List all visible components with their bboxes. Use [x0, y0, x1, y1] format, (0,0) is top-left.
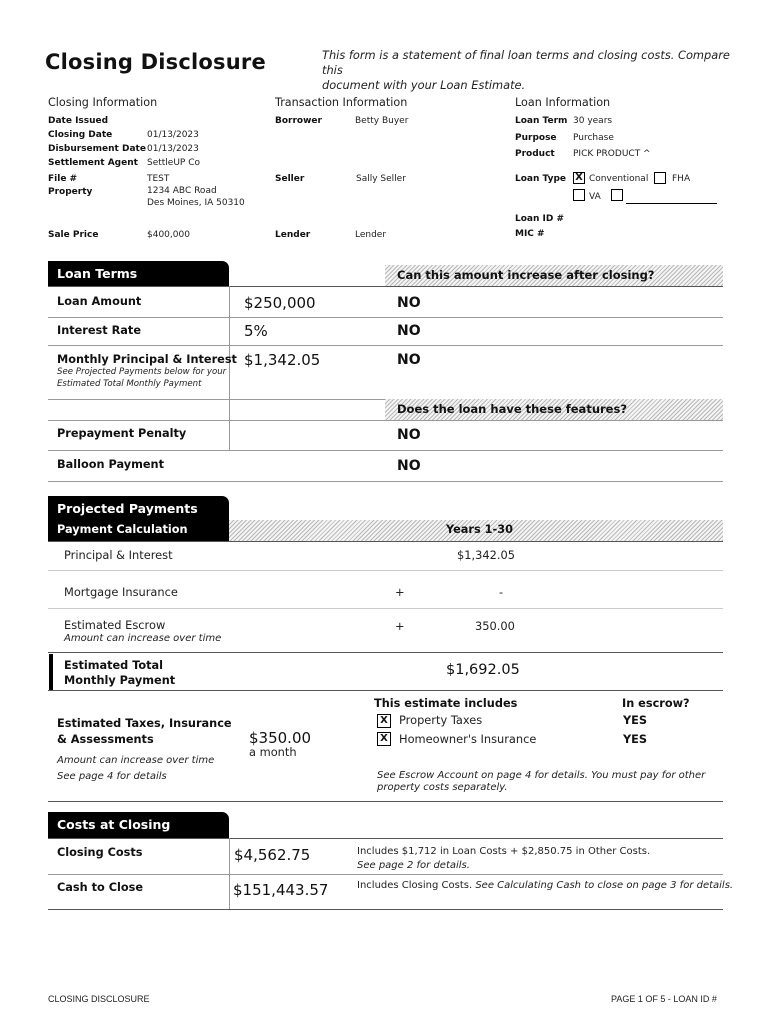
- cash-to-close-value: $151,443.57: [233, 881, 329, 899]
- closing-costs-label: Closing Costs: [57, 846, 143, 859]
- closing-costs-note-line-1: Includes $1,712 in Loan Costs + $2,850.75 in Other Costs.: [357, 846, 651, 857]
- homeowners-insurance-label: Homeowner's Insurance: [399, 732, 537, 746]
- divider: [48, 399, 385, 400]
- divider: [48, 345, 723, 346]
- estimated-total-value: $1,692.05: [446, 662, 520, 678]
- estimated-escrow-value: 350.00: [475, 619, 515, 633]
- taxes-insurance-label: [57, 716, 232, 748]
- loan-amount-increase-answer: NO: [397, 295, 421, 311]
- mi-plus: +: [395, 585, 405, 599]
- escrow-plus: +: [395, 619, 405, 633]
- settlement-agent-label: Settlement Agent: [48, 158, 138, 168]
- divider: [48, 801, 723, 802]
- cash-to-close-note: [357, 880, 733, 891]
- footer-page-number: PAGE 1 OF 5 - LOAN ID #: [611, 994, 717, 1004]
- sale-price-label: Sale Price: [48, 230, 99, 240]
- borrower-value: Betty Buyer: [355, 116, 409, 126]
- fha-checkbox[interactable]: [654, 172, 666, 184]
- conventional-checkbox[interactable]: X: [573, 172, 585, 184]
- loan-id-label: Loan ID #: [515, 214, 565, 224]
- va-checkbox[interactable]: [573, 189, 585, 201]
- product-label: Product: [515, 149, 555, 159]
- divider: [48, 909, 723, 910]
- date-issued-label: Date Issued: [48, 116, 109, 126]
- interest-rate-increase-answer: NO: [397, 323, 421, 339]
- loan-terms-heading: Loan Terms: [48, 261, 229, 286]
- costs-at-closing-heading: Costs at Closing: [48, 812, 229, 838]
- monthly-pi-label: Monthly Principal & Interest: [57, 353, 237, 366]
- taxes-note-line-2: See page 4 for details: [57, 771, 167, 782]
- borrower-label: Borrower: [275, 116, 322, 126]
- balloon-payment-label: Balloon Payment: [57, 458, 164, 471]
- increase-question: Can this amount increase after closing?: [397, 268, 655, 282]
- closing-info-heading: Closing Information: [48, 96, 158, 109]
- prepayment-penalty-label: Prepayment Penalty: [57, 427, 187, 440]
- estimated-total-label-line-1: Estimated Total: [64, 659, 164, 672]
- divider: [48, 317, 723, 318]
- monthly-pi-increase-answer: NO: [397, 352, 421, 368]
- property-label: Property: [48, 187, 93, 197]
- intro-line-2: document with your Loan Estimate.: [322, 78, 526, 92]
- projected-payments-heading: Projected Payments: [48, 496, 229, 520]
- divider: [48, 874, 723, 875]
- form-intro: [322, 48, 742, 93]
- disbursement-date-value: 01/13/2023: [147, 144, 199, 154]
- property-taxes-label: Property Taxes: [399, 713, 483, 727]
- other-loan-type-checkbox[interactable]: [611, 189, 623, 201]
- monthly-pi-note: [57, 366, 226, 390]
- intro-line-1: This form is a statement of final loan terms and closing costs. Compare this: [322, 48, 730, 77]
- closing-date-label: Closing Date: [48, 130, 113, 140]
- divider: [48, 450, 723, 451]
- interest-rate-value: 5%: [244, 322, 268, 340]
- prepayment-penalty-answer: NO: [397, 427, 421, 443]
- loan-term-label: Loan Term: [515, 116, 568, 126]
- seller-value: Sally Seller: [356, 174, 406, 184]
- property-address-line-2: Des Moines, IA 50310: [147, 198, 245, 208]
- escrow-note: Amount can increase over time: [64, 633, 222, 644]
- footer-left: CLOSING DISCLOSURE: [48, 994, 150, 1004]
- in-escrow-heading: In escrow?: [622, 697, 690, 710]
- settlement-agent-value: SettleUP Co: [147, 158, 201, 168]
- disbursement-date-label: Disbursement Date: [48, 144, 146, 154]
- purpose-label: Purpose: [515, 133, 557, 143]
- homeowners-insurance-checkbox[interactable]: X: [377, 732, 391, 746]
- taxes-insurance-note: [57, 753, 214, 785]
- monthly-pi-note-line-2: Estimated Total Monthly Payment: [57, 379, 202, 389]
- lender-value: Lender: [355, 230, 387, 240]
- taxes-insurance-label-line-2: & Assessments: [57, 733, 154, 746]
- divider: [48, 570, 723, 571]
- balloon-payment-answer: NO: [397, 458, 421, 474]
- cash-note-plain: Includes Closing Costs.: [357, 880, 476, 891]
- taxes-note-line-1: Amount can increase over time: [57, 755, 215, 766]
- homeowners-insurance-escrow: YES: [623, 733, 648, 746]
- taxes-insurance-label-line-1: Estimated Taxes, Insurance: [57, 717, 232, 730]
- loan-amount-label: Loan Amount: [57, 295, 142, 308]
- escrow-account-note: [377, 770, 705, 794]
- mortgage-insurance-label: Mortgage Insurance: [64, 585, 178, 599]
- estimated-escrow-label: Estimated Escrow: [64, 618, 166, 632]
- taxes-insurance-value: $350.00: [249, 729, 312, 747]
- closing-costs-note-line-2: See page 2 for details.: [357, 860, 470, 871]
- divider: [48, 608, 723, 609]
- other-loan-type-field[interactable]: [626, 203, 717, 204]
- file-label: File #: [48, 174, 78, 184]
- escrow-account-note-line-2: property costs separately.: [377, 782, 508, 793]
- mortgage-insurance-value: -: [499, 585, 504, 599]
- features-question: Does the loan have these features?: [397, 402, 627, 416]
- divider: [48, 481, 723, 482]
- mic-label: MIC #: [515, 229, 545, 239]
- monthly-pi-value: $1,342.05: [244, 351, 321, 369]
- pi-value: $1,342.05: [457, 548, 515, 562]
- cash-note-italic: See Calculating Cash to close on page 3 for details.: [475, 880, 734, 891]
- divider: [48, 652, 723, 653]
- purpose-value: Purchase: [573, 133, 614, 143]
- pi-label: Principal & Interest: [64, 548, 173, 562]
- column-divider: [229, 286, 230, 450]
- loan-type-label: Loan Type: [515, 174, 567, 184]
- fha-label: FHA: [672, 174, 691, 184]
- closing-costs-value: $4,562.75: [234, 846, 311, 864]
- page-title: Closing Disclosure: [45, 50, 266, 74]
- loan-amount-value: $250,000: [244, 294, 316, 312]
- transaction-info-heading: Transaction Information: [275, 96, 408, 109]
- property-address-line-1: 1234 ABC Road: [147, 186, 217, 196]
- years-label: Years 1-30: [446, 523, 513, 536]
- cash-to-close-label: Cash to Close: [57, 881, 144, 894]
- conventional-label: Conventional: [589, 174, 649, 184]
- total-accent-bar: [49, 654, 53, 690]
- sale-price-value: $400,000: [147, 230, 190, 240]
- seller-label: Seller: [275, 174, 305, 184]
- va-label: VA: [589, 192, 601, 202]
- interest-rate-label: Interest Rate: [57, 324, 141, 337]
- estimate-includes-heading: This estimate includes: [374, 697, 518, 710]
- taxes-insurance-period: a month: [249, 745, 297, 759]
- divider: [48, 286, 723, 287]
- monthly-pi-note-line-1: See Projected Payments below for your: [57, 367, 227, 377]
- loan-term-value: 30 years: [573, 116, 613, 126]
- file-value: TEST: [147, 174, 170, 184]
- estimated-total-label-line-2: Monthly Payment: [64, 674, 176, 687]
- closing-date-value: 01/13/2023: [147, 130, 199, 140]
- property-taxes-checkbox[interactable]: X: [377, 714, 391, 728]
- loan-info-heading: Loan Information: [515, 96, 611, 109]
- divider: [48, 838, 723, 839]
- divider: [48, 420, 723, 421]
- estimated-total-label: [64, 658, 175, 688]
- lender-label: Lender: [275, 230, 311, 240]
- product-select[interactable]: PICK PRODUCT ^: [573, 149, 651, 159]
- divider: [48, 541, 723, 542]
- closing-costs-note: [357, 845, 650, 873]
- payment-calculation-heading: Payment Calculation: [48, 520, 229, 541]
- escrow-account-note-line-1: See Escrow Account on page 4 for details. You must pay for other: [377, 770, 706, 781]
- property-taxes-escrow: YES: [623, 714, 648, 727]
- divider: [48, 690, 723, 691]
